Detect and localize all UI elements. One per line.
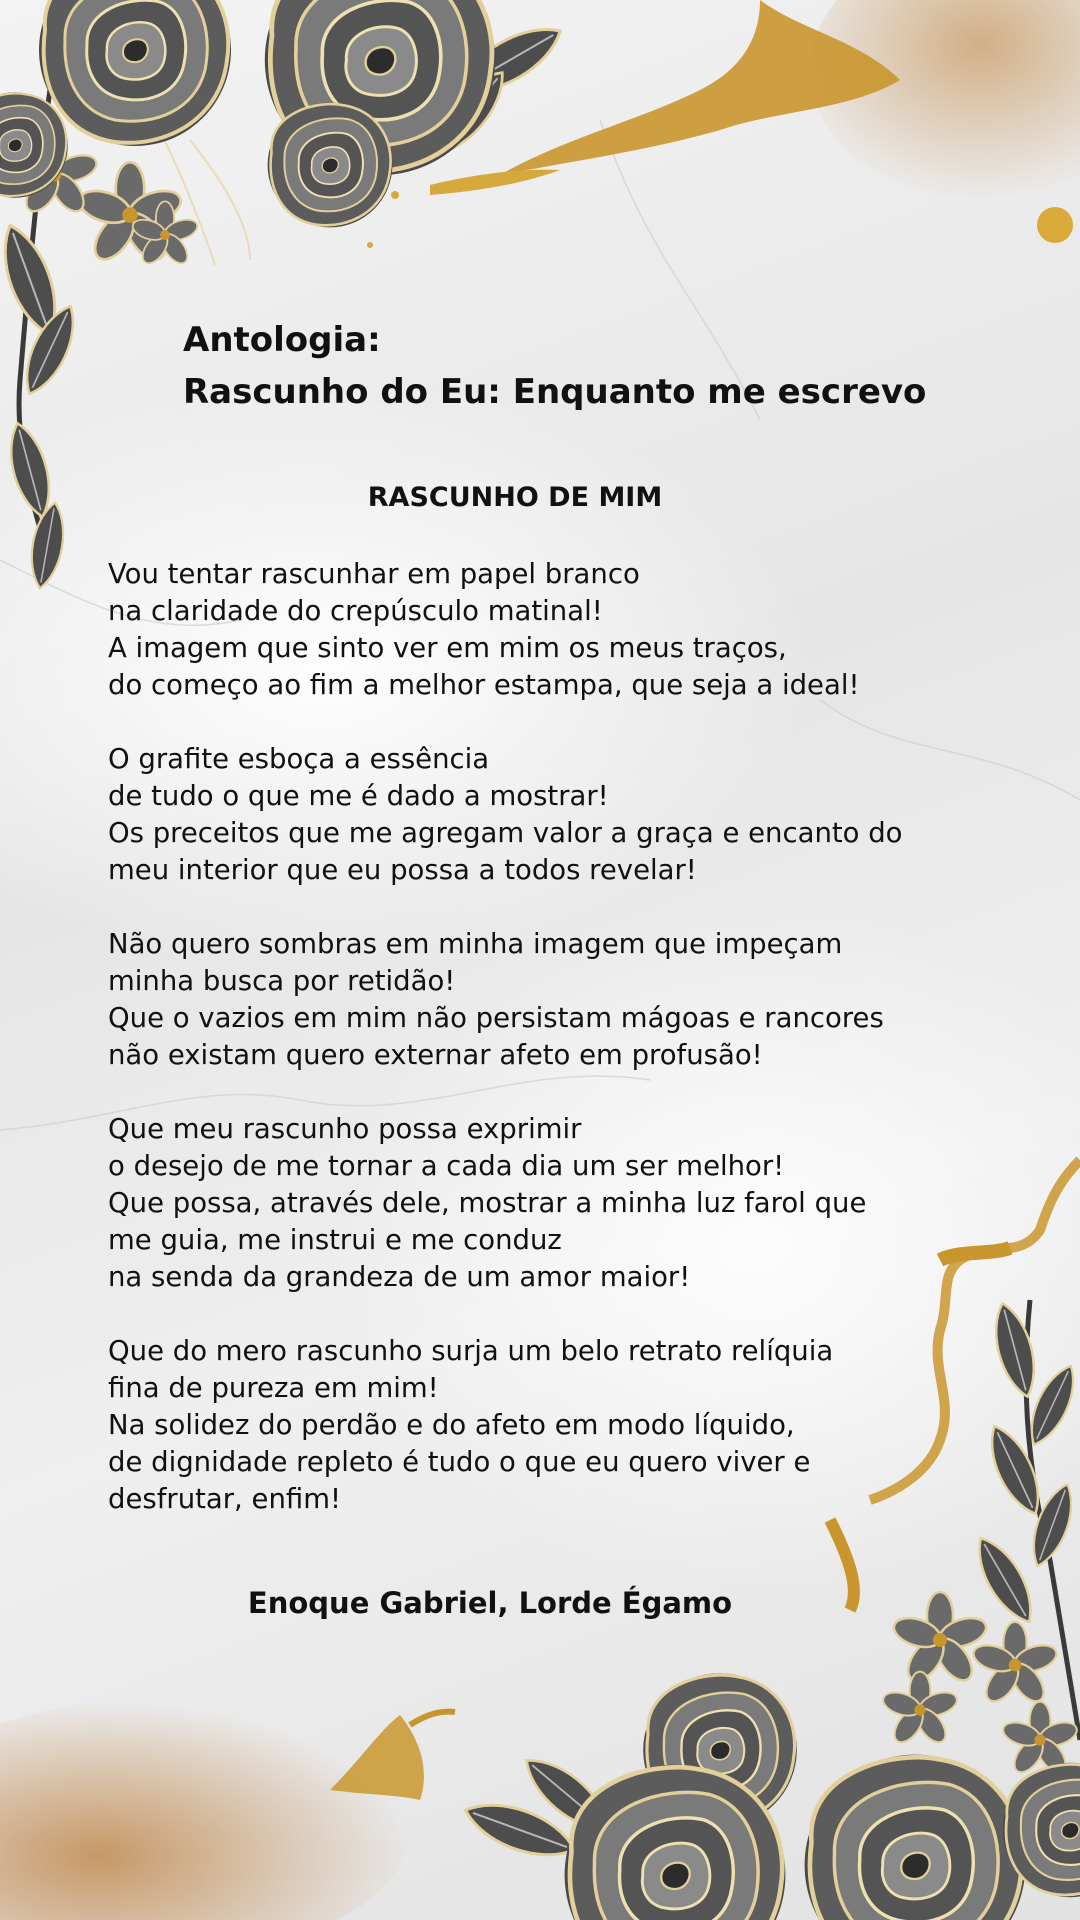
poem-line: minha busca por retidão! [108, 965, 456, 997]
poem-line: Na solidez do perdão e do afeto em modo líquido, [108, 1409, 795, 1441]
poem-line: fina de pureza em mim! [108, 1372, 439, 1404]
poem-title: RASCUNHO DE MIM [367, 482, 663, 513]
anthology-title-line-1: Antologia: [183, 320, 381, 360]
poem-line: Que o vazios em mim não persistam mágoas e rancores [108, 1002, 884, 1034]
stanza-3 [108, 926, 988, 1074]
poem-line: o desejo de me tornar a cada dia um ser melhor! [108, 1150, 785, 1182]
poem-line: A imagem que sinto ver em mim os meus traços, [108, 632, 787, 664]
poem-line: não existam quero externar afeto em profusão! [108, 1039, 763, 1071]
poem-line: na senda da grandeza de um amor maior! [108, 1261, 691, 1293]
poem-line: na claridade do crepúsculo matinal! [108, 595, 603, 627]
poem-line: de dignidade repleto é tudo o que eu quero viver e [108, 1446, 811, 1478]
poem-line: Não quero sombras em minha imagem que impeçam [108, 928, 843, 960]
poem-line: meu interior que eu possa a todos revelar! [108, 854, 697, 886]
author-signature: Enoque Gabriel, Lorde Égamo [247, 1586, 733, 1620]
anthology-title-line-2: Rascunho do Eu: Enquanto me escrevo [183, 372, 927, 412]
stanza-5 [108, 1333, 988, 1518]
poem-line: desfrutar, enfim! [108, 1483, 342, 1515]
gold-splash-icon [367, 0, 1080, 248]
poem-line: me guia, me instrui e me conduz [108, 1224, 562, 1256]
poem-line: Que meu rascunho possa exprimir [108, 1113, 582, 1145]
poem-line: Os preceitos que me agregam valor a graça e encanto do [108, 817, 903, 849]
poem-line: Que possa, através dele, mostrar a minha luz farol que [108, 1187, 867, 1219]
poem-line: de tudo o que me é dado a mostrar! [108, 780, 609, 812]
stanza-2 [108, 741, 988, 889]
poem-body [108, 556, 988, 1555]
stanza-4 [108, 1111, 988, 1296]
gold-splash-icon [0, 1700, 455, 1920]
poem-line: O grafite esboça a essência [108, 743, 490, 775]
stanza-1 [108, 556, 988, 704]
anthology-title [183, 314, 926, 418]
poem-line: Que do mero rascunho surja um belo retrato relíquia [108, 1335, 834, 1367]
poem-line: do começo ao fim a melhor estampa, que seja a ideal! [108, 669, 860, 701]
poem-line: Vou tentar rascunhar em papel branco [108, 558, 640, 590]
